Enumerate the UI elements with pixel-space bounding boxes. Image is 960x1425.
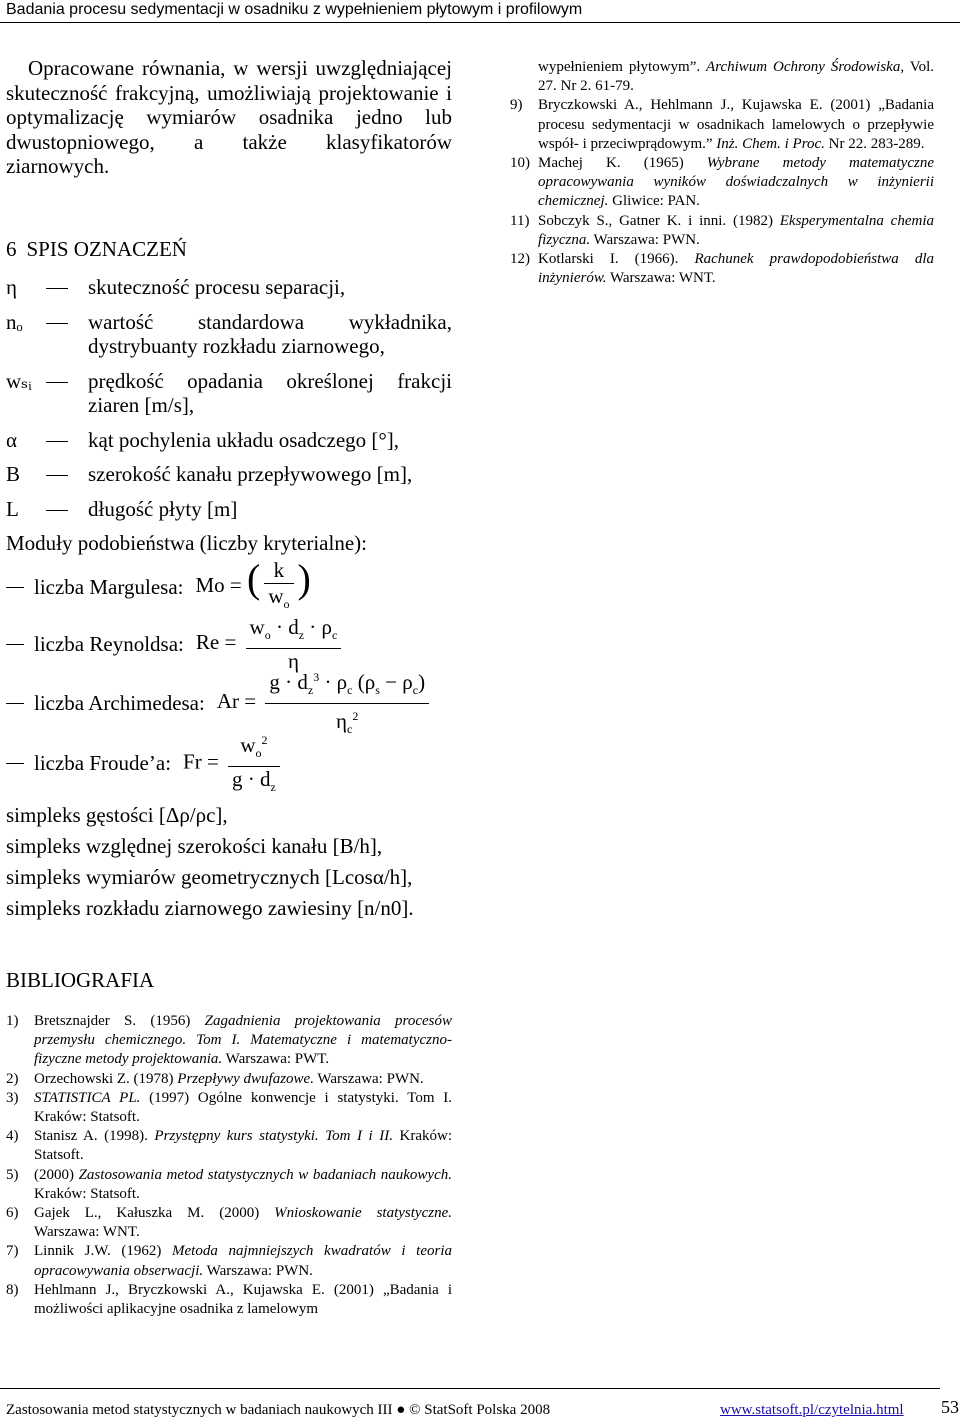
bib-tail: (1997) Ogólne konwencje i statystyki. Tom I. Kraków: Statsoft. [34, 1089, 452, 1126]
bibliography-item [6, 1012, 452, 1070]
bib-text [34, 1166, 452, 1204]
bibliography-item [510, 154, 934, 212]
dash [44, 462, 88, 487]
simplex-list [6, 800, 452, 924]
bib-italic: Przepływy dwufazowe. [177, 1070, 314, 1087]
symbol-description: wartość standardowa wykładnika, dystrybuanty rozkładu ziarnowego, [88, 309, 452, 358]
bibliography-item [6, 1204, 452, 1242]
bibliography-item [6, 1127, 452, 1165]
simplex-item: simpleks względnej szerokości kanału [B/h], [6, 833, 383, 858]
dash [44, 428, 88, 453]
bib-number: 8) [6, 1281, 19, 1298]
bib-text [34, 1089, 452, 1127]
bib-italic: Rachunek prawdopodobieństwa dla inżynierów. [538, 251, 934, 287]
bib-text [34, 1204, 452, 1242]
bib-italic: Inż. Chem. i Proc. [716, 135, 825, 152]
page-number: 53 [941, 1397, 959, 1417]
symbol: L [6, 496, 19, 521]
reynolds-formula: Re = $\frac{w_o \cdot d_z \cdot \rho_c}{\eta}$ [196, 615, 345, 673]
bib-number: 2) [6, 1070, 19, 1087]
bibliography-left [6, 1012, 452, 1319]
left-column [6, 56, 452, 1319]
dash [44, 497, 88, 522]
symbol-row [6, 369, 452, 418]
bib-number: 4) [6, 1128, 19, 1145]
bibliography-item [6, 1166, 452, 1204]
formula-archimedes [6, 670, 452, 737]
bib-tail: Kraków: Statsoft. [34, 1185, 140, 1202]
bib-number: 6) [6, 1205, 19, 1222]
bib-plain: Sobczyk S., Gatner K. i inni. (1982) [538, 212, 780, 229]
froude-formula: Fr = $\frac{w_o^2}{g \cdot d_z}$ [183, 728, 284, 799]
bibliography-item [6, 1070, 452, 1089]
footer-link[interactable]: www.statsoft.pl/czytelnia.html [720, 1402, 904, 1418]
bib-number: 7) [6, 1243, 19, 1260]
simplex-item: simpleks wymiarów geometrycznych [Lcosα/h], [6, 864, 413, 889]
formula-margules [6, 556, 452, 616]
bib-number: 1) [6, 1013, 19, 1029]
bib-plain: Stanisz A. (1998). [34, 1128, 155, 1145]
bib-text [34, 1242, 452, 1280]
bib-number: 10) [510, 155, 530, 172]
section-number: 6 [6, 236, 17, 261]
bib-plain: Linnik J.W. (1962) [34, 1243, 172, 1260]
bib-tail: Warszawa: PWN. [313, 1070, 424, 1087]
bibliography-item [510, 212, 934, 250]
bib-italic: STATISTICA PL. [34, 1089, 141, 1106]
symbol: α [6, 427, 18, 452]
bib-italic: Zagadnienia projektowania procesów przemysłu chemicznego. Tom I. Matematyczne i matematyczno-fizyczne metody projektowania. [34, 1013, 452, 1068]
dash [44, 369, 88, 418]
bib-plain: Hehlmann J., Bryczkowski A., Kujawska E. (2001) „Badania i możliwości aplikacyjne osadnika z lamelowym [34, 1281, 452, 1318]
bib-tail: Gliwice: PAN. [608, 193, 700, 210]
bib-italic: Przystępny kurs statystyki. Tom I i II. [154, 1128, 393, 1145]
froude-label: liczba Froude’a: [34, 751, 172, 776]
bib-number: 9) [510, 97, 523, 114]
bib-tail: Warszawa: WNT. [34, 1224, 140, 1241]
symbol-row [6, 428, 452, 453]
bib-text [34, 1012, 452, 1070]
bib-number: 3) [6, 1089, 19, 1106]
bib-text [538, 154, 934, 212]
bib-plain: Gajek L., Kałuszka M. (2000) [34, 1205, 275, 1222]
symbol-description: skuteczność procesu separacji, [88, 275, 346, 299]
bib-tail: Kraków: Statsoft. [34, 1128, 452, 1164]
bibliography-heading: BIBLIOGRAFIA [6, 967, 155, 992]
bib-text [538, 96, 934, 154]
bibliography-item [6, 1089, 452, 1127]
bib-plain: (2000) [34, 1166, 79, 1183]
symbol-description: kąt pochylenia układu osadczego [°], [88, 427, 400, 452]
bib-italic: Metoda najmniejszych kwadratów i teoria opracowywania obserwacji. [34, 1243, 452, 1279]
formula-froude [6, 734, 452, 794]
bib-tail: Nr 22. 283-289. [824, 135, 925, 152]
bib-text [34, 1127, 452, 1165]
symbol: wₛᵢ [6, 368, 32, 393]
bibliography-right [510, 58, 934, 288]
bib-text [538, 58, 934, 96]
bibliography-item [510, 250, 934, 288]
bib-plain: Bryczkowski A., Hehlmann J., Kujawska E. (2001) „Badania procesu sedymentacji w osadnikach lamelowych o przepływie współ- i przeciwprądowym.” [538, 97, 934, 152]
bib-italic: Wybrane metody matematyczne opracowywania wyników doświadczalnych w inżynierii chemicznej. [538, 155, 934, 210]
symbol-row [6, 275, 452, 300]
symbol-row [6, 310, 452, 359]
archimedes-formula: Ar = $\frac{g \cdot d_z^3 \cdot \rho_c (\rho_s - \rho_c)}{\eta_c^2}$ [217, 665, 433, 741]
symbol: η [6, 275, 17, 299]
margules-label: liczba Margulesa: [34, 575, 184, 600]
intro-paragraph: Opracowane równania, w wersji uwzględniającej skuteczność frakcyjną, umożliwiają projektowanie i optymalizację wymiarów osadnika jedno lub dwustopniowego, a także klasyfikatorów ziarnowych. [6, 56, 452, 178]
bib-number: 12) [510, 251, 530, 268]
bib-plain: Orzechowski Z. (1978) [34, 1070, 178, 1087]
bib-text [34, 1070, 452, 1089]
bib-tail: Warszawa: PWN. [590, 231, 700, 248]
dash [44, 310, 88, 359]
symbol: B [6, 462, 21, 486]
bib-number [510, 58, 538, 96]
symbol-row [6, 462, 452, 487]
bib-tail: Warszawa: PWN. [203, 1262, 313, 1279]
bib-italic: Zastosowania metod statystycznych w badaniach naukowych. [78, 1166, 452, 1183]
footer-text: Zastosowania metod statystycznych w badaniach naukowych III ● © StatSoft Polska 2008 [6, 1402, 551, 1418]
footer-rule [0, 1388, 940, 1389]
bib-number: 11) [510, 212, 530, 229]
bib-text [34, 1281, 452, 1319]
bibliography-item [6, 1242, 452, 1280]
bib-tail: Warszawa: PWT. [222, 1051, 330, 1068]
reynolds-label: liczba Reynoldsa: [34, 632, 184, 657]
bib-italic: Archiwum Ochrony Środowiska [706, 59, 901, 75]
dash [44, 275, 88, 300]
simplex-item: simpleks rozkładu ziarnowego zawiesiny [n/n0]. [6, 895, 414, 920]
bib-tail: , Vol. 27. Nr 2. 61-79. [538, 59, 935, 95]
bibliography-item [510, 58, 934, 96]
margules-formula: Mo = ( $\frac{k}{w_o}$ ) [195, 556, 311, 612]
symbol-list [6, 275, 452, 521]
modules-heading: Moduły podobieństwa (liczby kryterialne): [6, 531, 367, 555]
bib-plain: Kotlarski I. (1966). [538, 251, 695, 268]
symbol-description: prędkość opadania określonej frakcji ziaren [m/s], [88, 368, 452, 417]
symbol-row [6, 497, 452, 522]
bibliography-item [6, 1281, 452, 1319]
bibliography-item [510, 96, 934, 154]
header-rule [0, 22, 960, 23]
symbol: nₒ [6, 309, 23, 334]
running-head: Badania procesu sedymentacji w osadniku z wypełnieniem płytowym i profilowym [6, 1, 583, 18]
bib-text [538, 212, 934, 250]
symbol-description: szerokość kanału przepływowego [m], [88, 462, 413, 486]
bib-italic: Wnioskowanie statystyczne. [274, 1205, 452, 1222]
bib-tail: Warszawa: WNT. [606, 270, 716, 287]
bib-number: 5) [6, 1166, 19, 1183]
bib-plain: wypełnieniem płytowym”. [538, 59, 707, 75]
bib-plain: Machej K. (1965) [538, 155, 707, 172]
archimedes-label: liczba Archimedesa: [34, 691, 205, 716]
section-title: SPIS OZNACZEŃ [26, 236, 187, 261]
simplex-item: simpleks gęstości [Δρ/ρc], [6, 802, 228, 827]
section-heading [6, 237, 452, 262]
bib-plain: Bretsznajder S. (1956) [34, 1013, 205, 1029]
symbol-description: długość płyty [m] [88, 496, 238, 521]
bib-italic: Eksperymentalna chemia fizyczna. [538, 212, 935, 248]
bib-text [538, 250, 934, 288]
